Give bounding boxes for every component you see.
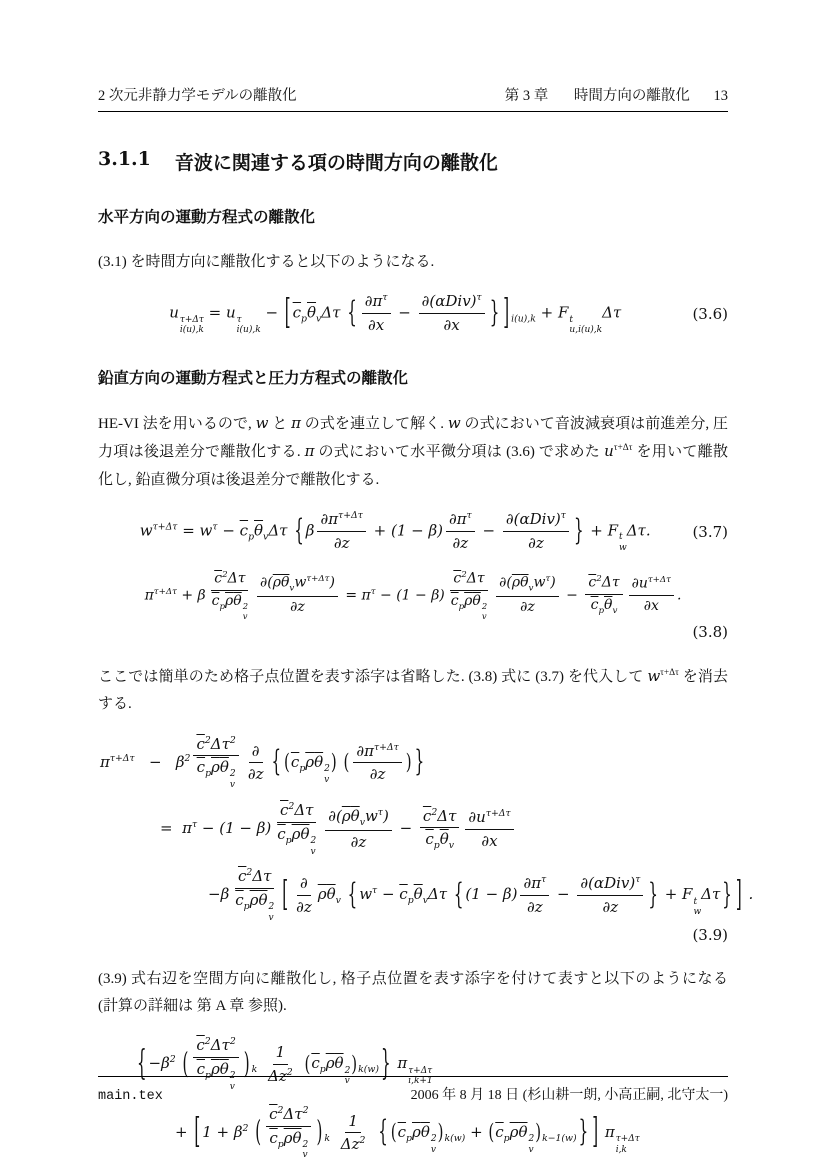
- section-heading: [98, 148, 728, 175]
- equation-3-6-tag: (3.6): [692, 305, 728, 324]
- equation-continued-line-2: + [ $1 + \beta^2$ ( $\overline{c}^2\Delta\tau^2$ $\overline{c}_p\overline{\rho}\overline{\theta}$ 2 v ) $_k$ $\frac{1}{\Delta z^2}$ { ($\overline{c}_p\overline{\rho}\overline{\theta}$ 2 v )$_{k(w)} + (\overline{c}_p\overline{\rho}\overline{\theta}$ 2 v )$_{k-1(w)}$ } ] π τ+Δτ i,k: [175, 1104, 640, 1161]
- equation-3-7-body: $w^{\tau+\Delta\tau} = w^\tau - \overline{c}_p\overline{\theta}_v\Delta\tau$ { β $\frac{\partial\pi^{\tau+\Delta\tau}}{\partial z}$ + (1 − β) $\frac{\partial\pi^\tau}{\partial z}$ − $\partial(\alpha Div)^\tau$ ∂z } + F t w Δτ.: [139, 510, 651, 554]
- page-number: 13: [713, 88, 728, 104]
- section-number: 3.1.1: [98, 148, 151, 170]
- header-chapter-title: 時間方向の離散化: [573, 88, 690, 104]
- subsection-heading-vertical: 鉛直方向の運動方程式と圧力方程式の離散化: [98, 370, 409, 388]
- equation-3-6: [98, 292, 728, 336]
- equation-continued-line-1: { $-\beta^2$ ( $\overline{c}^2\Delta\tau^2$ $\overline{c}_p\overline{\rho}\overline{\theta}$ 2 v ) $_k$ $\frac{1}{\Delta z^2}$ ($\overline{c}_p\overline{\rho}\overline{\theta}$ 2 v )$_{k(w)}$ } π τ+Δτ i,k+1: [137, 1036, 433, 1092]
- page-header: [98, 84, 728, 105]
- paragraph-3: ここでは簡単のため格子点位置を表す添字は省略した. (3.8) 式に (3.7) を代入して $w^{\tau+\Delta\tau}$ を消去する.: [98, 667, 728, 713]
- footer-date-authors: 2006 年 8 月 18 日 (杉山耕一朗, 小高正嗣, 北守太一): [410, 1088, 728, 1103]
- equation-3-8: [98, 570, 728, 641]
- subsection-heading-horizontal: 水平方向の運動方程式の離散化: [98, 209, 316, 226]
- equation-3-6-body: u τ+Δτ i(u),k = u τ i(u),k − [ $\overline{c}_p\overline{\theta}_v\Delta\tau$ { $\frac{\partial\pi^\tau}{\partial x}$ − $\partial(\alpha Div)^\tau$ ∂x } ] $_{i(u),k}$ + F t u,i(u),k Δτ: [169, 291, 622, 336]
- page-footer: [98, 1070, 728, 1104]
- section-title: 音波に関連する項の時間方向の離散化: [174, 153, 498, 174]
- equation-3-8-body: $\pi^{\tau+\Delta\tau} + \beta$ $\overline{c}^2\Delta\tau$ $\overline{c}_p\overline{\rho}\overline{\theta}$ 2 v $\partial(\overline{\rho}\overline{\theta}_vw^{\tau+\Delta\tau})$ ∂z = $\pi^\tau - (1 - \beta)$ $\overline{c}^2\Delta\tau$ $\overline{c}_p\overline{\rho}\overline{\theta}$ 2 v $\partial(\overline{\rho}\overline{\theta}_vw^\tau)$ ∂z − $\overline{c}^2\Delta\tau$ $\overline{c}_p\overline{\theta}_v$ $\frac{\partial u^{\tau+\Delta\tau}}{\partial x}$ .: [144, 569, 682, 621]
- header-rule: [98, 111, 728, 112]
- equation-3-9: [98, 734, 754, 944]
- paragraph-1: (3.1) を時間方向に離散化すると以下のようになる.: [98, 254, 435, 270]
- equation-3-9-line-3: −β $\overline{c}^2\Delta\tau$ $\overline{c}_p\overline{\rho}\overline{\theta}$ 2 v [ ∂ ∂z $\overline{\rho}\overline{\theta}_v$ { $w^\tau - \overline{c}_p\overline{\theta}_v\Delta\tau$ { (1 − β) $\frac{\partial\pi^\tau}{\partial z}$ − $\partial(\alpha Div)^\tau$ ∂z } + F t w Δτ } ] .: [208, 867, 754, 924]
- equation-3-7: [98, 510, 728, 554]
- equation-3-8-tag: (3.8): [692, 623, 728, 642]
- header-running-title: 2 次元非静力学モデルの離散化: [98, 88, 297, 104]
- footer-filename: main.tex: [98, 1089, 163, 1104]
- equation-3-7-tag: (3.7): [692, 523, 728, 542]
- paragraph-4: (3.9) 式右辺を空間方向に離散化し, 格子点位置を表す添字を付けて表すと以下のようになる (計算の詳細は 第 A 章 参照).: [98, 970, 728, 1015]
- header-chapter: [505, 84, 728, 105]
- equation-3-9-tag: (3.9): [692, 925, 728, 944]
- equation-3-9-line-1: $\pi^{\tau+\Delta\tau} - \beta^2$ $\overline{c}^2\Delta\tau^2$ $\overline{c}_p\overline{\rho}\overline{\theta}$ 2 v ∂ ∂z { ($\overline{c}_p\overline{\rho}\overline{\theta}$ 2 v ) ( $\frac{\partial\pi^{\tau+\Delta\tau}}{\partial z}$ ) }: [100, 734, 425, 791]
- paragraph-2: HE-VI 法を用いるので, w と π の式を連立して解く. w の式において音波減衰項は前進差分, 圧力項は後退差分で離散化する. π の式において水平微分項は (3.6) で求めた $u^{\tau+\Delta\tau}$ を用いて離散化し, 鉛直微分項は後退差分で離散化する.: [98, 414, 728, 488]
- equation-3-9-line-2: = $\pi^\tau - (1 - \beta)$ $\overline{c}^2\Delta\tau$ $\overline{c}_p\overline{\rho}\overline{\theta}$ 2 v $\partial(\overline{\rho}\overline{\theta}_vw^\tau)$ ∂z − $\overline{c}^2\Delta\tau$ $\overline{c}_p\overline{\theta}_v$ $\frac{\partial u^{\tau+\Delta\tau}}{\partial x}$: [160, 801, 728, 857]
- header-chapter-label: 第 3 章: [504, 88, 549, 104]
